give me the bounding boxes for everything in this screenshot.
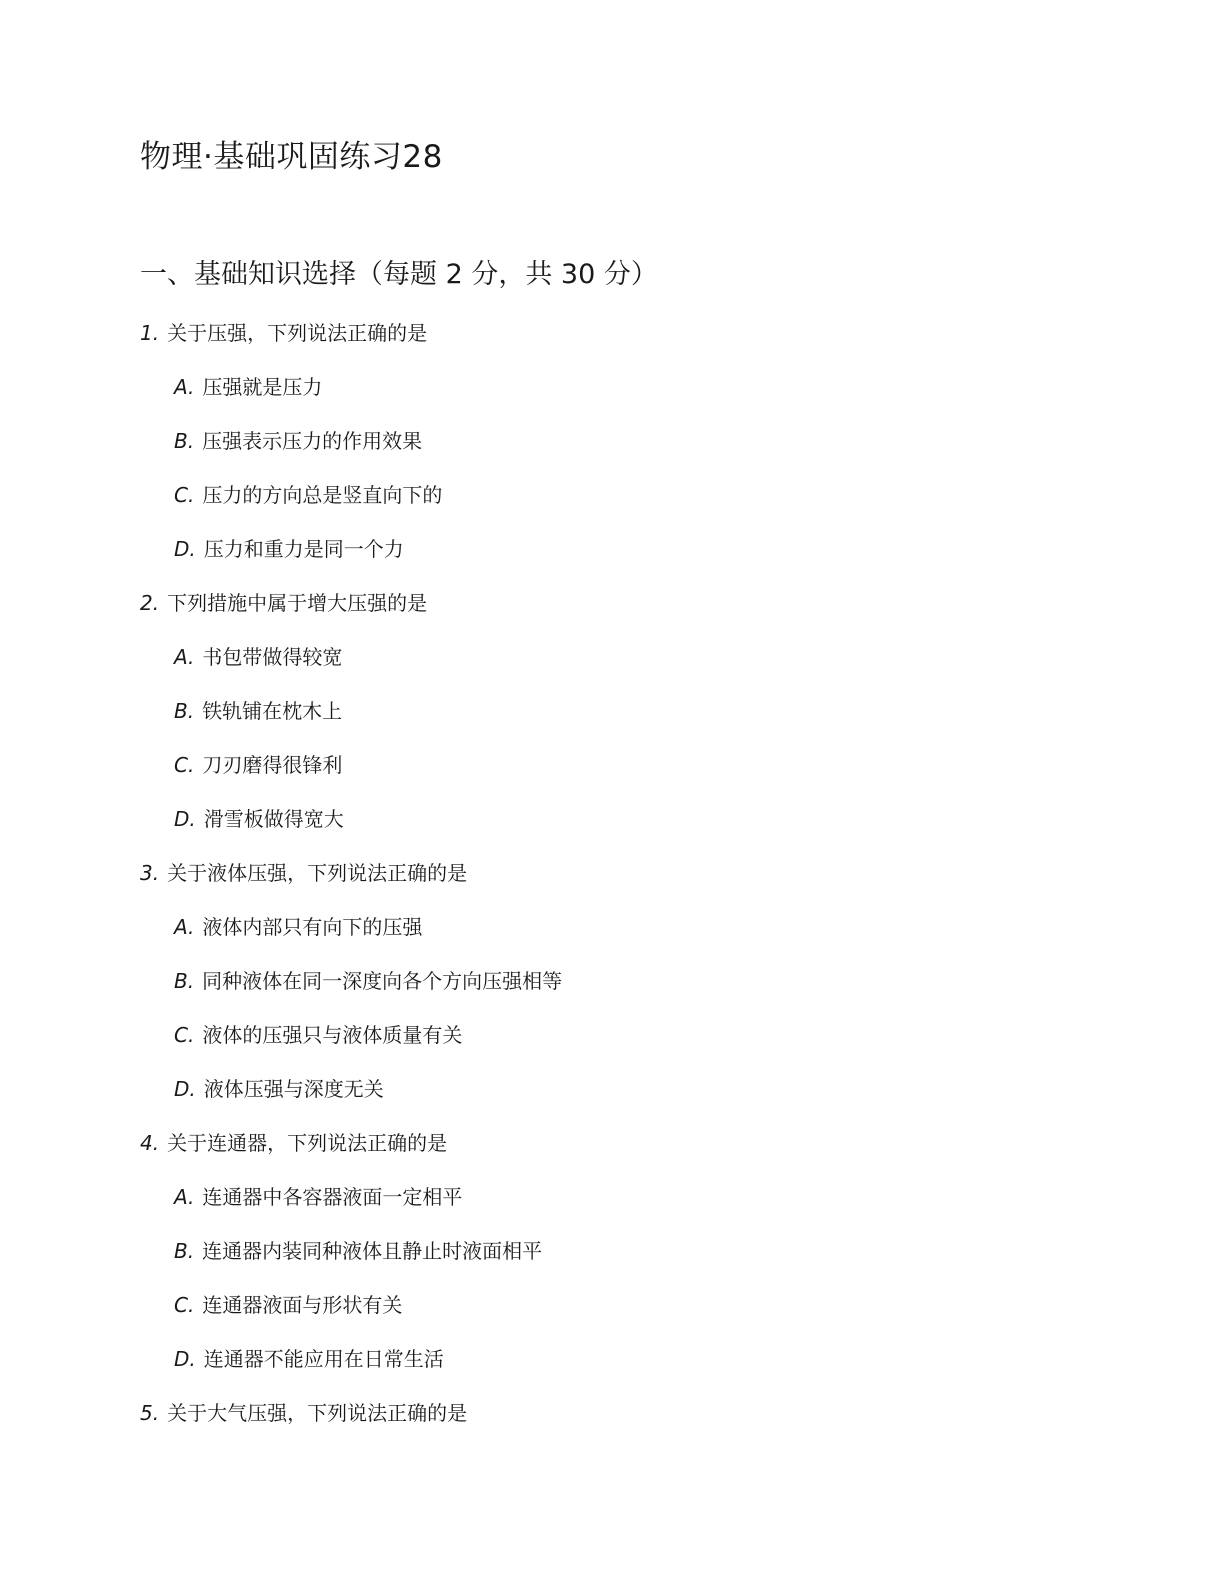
answer-option [174, 1072, 384, 1106]
question-stem [140, 856, 467, 890]
option-letter: D. [174, 1077, 196, 1101]
answer-option [174, 532, 404, 566]
answer-option [174, 424, 422, 458]
option-text: 滑雪板做得宽大 [203, 807, 344, 831]
option-letter: A. [174, 375, 195, 399]
option-letter: C. [174, 1293, 195, 1317]
option-letter: B. [174, 1239, 195, 1263]
answer-option [174, 748, 342, 782]
question-text: 关于大气压强，下列说法正确的是 [167, 1401, 468, 1425]
answer-option [174, 370, 322, 404]
option-letter: B. [174, 969, 195, 993]
question-text: 下列措施中属于增大压强的是 [167, 591, 428, 615]
option-text: 同种液体在同一深度向各个方向压强相等 [202, 969, 563, 993]
option-letter: A. [174, 1185, 195, 1209]
option-text: 连通器液面与形状有关 [202, 1293, 403, 1317]
option-text: 压力和重力是同一个力 [203, 537, 404, 561]
answer-option [174, 1018, 462, 1052]
option-text: 刀刃磨得很锋利 [202, 753, 343, 777]
question-text: 关于连通器，下列说法正确的是 [167, 1131, 448, 1155]
option-letter: A. [174, 915, 195, 939]
option-letter: B. [174, 699, 195, 723]
option-text: 书包带做得较宽 [202, 645, 343, 669]
option-text: 连通器中各容器液面一定相平 [202, 1185, 463, 1209]
answer-option [174, 1180, 462, 1214]
question-stem [140, 1396, 467, 1430]
answer-option [174, 964, 562, 998]
answer-option [174, 1342, 444, 1376]
question-number: 2. [140, 591, 160, 615]
answer-option [174, 478, 442, 512]
option-text: 连通器内装同种液体且静止时液面相平 [202, 1239, 543, 1263]
answer-option [174, 694, 342, 728]
question-stem [140, 586, 427, 620]
option-letter: C. [174, 483, 195, 507]
page-title: 物理·基础巩固练习28 [140, 139, 443, 175]
option-letter: C. [174, 1023, 195, 1047]
question-text: 关于压强，下列说法正确的是 [167, 321, 428, 345]
option-text: 压强表示压力的作用效果 [202, 429, 423, 453]
answer-option [174, 1234, 542, 1268]
option-text: 液体压强与深度无关 [203, 1077, 384, 1101]
question-number: 5. [140, 1401, 160, 1425]
option-text: 压力的方向总是竖直向下的 [202, 483, 443, 507]
option-letter: D. [174, 537, 196, 561]
option-text: 连通器不能应用在日常生活 [203, 1347, 444, 1371]
question-stem [140, 316, 427, 350]
option-letter: A. [174, 645, 195, 669]
answer-option [174, 1288, 402, 1322]
section-heading: 一、基础知识选择（每题 2 分，共 30 分） [140, 259, 658, 290]
answer-option [174, 910, 422, 944]
option-letter: B. [174, 429, 195, 453]
question-text: 关于液体压强，下列说法正确的是 [167, 861, 468, 885]
question-number: 3. [140, 861, 160, 885]
option-letter: D. [174, 807, 196, 831]
question-number: 1. [140, 321, 160, 345]
option-letter: D. [174, 1347, 196, 1371]
answer-option [174, 640, 342, 674]
option-text: 铁轨铺在枕木上 [202, 699, 343, 723]
question-number: 4. [140, 1131, 160, 1155]
option-text: 液体的压强只与液体质量有关 [202, 1023, 463, 1047]
option-text: 压强就是压力 [202, 375, 323, 399]
option-text: 液体内部只有向下的压强 [202, 915, 423, 939]
answer-option [174, 802, 344, 836]
option-letter: C. [174, 753, 195, 777]
question-stem [140, 1126, 447, 1160]
